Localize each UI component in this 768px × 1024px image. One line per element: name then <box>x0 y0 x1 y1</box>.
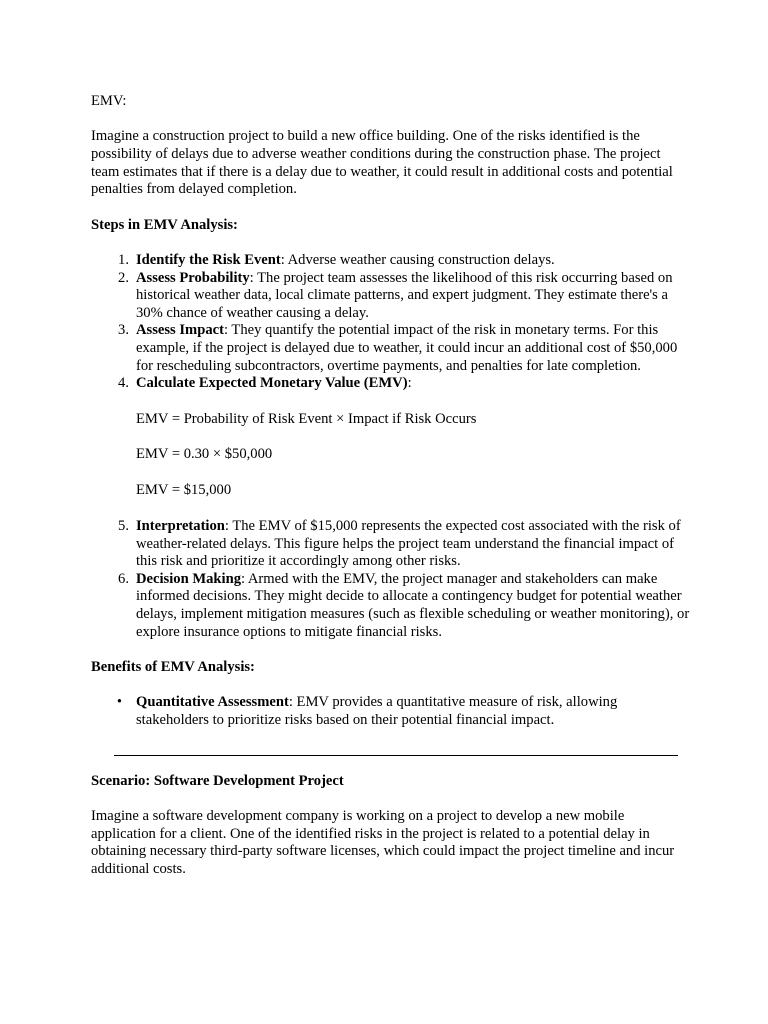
list-number: 3. <box>118 322 129 339</box>
benefits-list <box>91 694 691 729</box>
list-number: 4. <box>118 375 129 392</box>
step-term: Assess Impact <box>136 322 224 339</box>
step-text: : They quantify the potential impact of the risk in monetary terms. For this example, if the project is delayed due to weather, it could incur an additional cost of $50,000 for rescheduling subcontractors, overtime payments, and penalties for late completion. <box>136 322 678 374</box>
list-item <box>91 571 691 641</box>
emv-heading: EMV: <box>91 93 127 109</box>
list-item <box>91 375 691 518</box>
list-number: 2. <box>118 269 129 286</box>
step-text: : The EMV of $15,000 represents the expected cost associated with the risk of weather-related delays. This figure helps the project team understand the financial impact of this risk and prioritize it accordingly among other risks. <box>136 518 681 570</box>
step-term: Identify the Risk Event <box>136 251 281 268</box>
step-text: : The project team assesses the likelihood of this risk occurring based on historical weather data, local climate patterns, and expert judgment. They estimate there's a 30% chance of weather causing a delay. <box>136 269 673 321</box>
list-number: 1. <box>118 251 129 268</box>
emv-formula-result: EMV = $15,000 <box>136 482 232 499</box>
benefit-term: Quantitative Assessment <box>136 694 289 711</box>
list-item <box>91 252 691 270</box>
benefits-section-title: Benefits of EMV Analysis: <box>91 659 255 676</box>
bullet-icon: • <box>116 694 122 711</box>
list-item <box>91 694 691 729</box>
step-text: : <box>407 375 412 392</box>
document-body <box>91 93 691 878</box>
step-text: : Adverse weather causing construction delays. <box>280 251 555 268</box>
step-term: Interpretation <box>136 518 225 535</box>
benefit-text: : EMV provides a quantitative measure of risk, allowing stakeholders to prioritize risks based on their potential financial impact. <box>136 694 618 728</box>
emv-formula-values: EMV = 0.30 × $50,000 <box>136 446 273 463</box>
list-number: 6. <box>118 570 129 587</box>
step-term: Decision Making <box>136 570 241 587</box>
scenario-section-title: Scenario: Software Development Project <box>91 772 344 789</box>
steps-list <box>91 252 691 641</box>
emv-formula-general: EMV = Probability of Risk Event × Impact if Risk Occurs <box>136 410 477 427</box>
list-item <box>91 322 691 375</box>
steps-section-title: Steps in EMV Analysis: <box>91 216 238 233</box>
scenario-paragraph: Imagine a software development company is working on a project to develop a new mobile application for a client. One of the identified risks in the project is related to a potential delay in obtaining necessary third-party software licenses, which could impact the project timeline and incur additional costs. <box>91 807 675 877</box>
list-number: 5. <box>118 518 129 535</box>
step-term: Assess Probability <box>136 269 250 286</box>
list-item <box>91 518 691 571</box>
horizontal-divider <box>114 755 678 756</box>
list-item <box>91 270 691 323</box>
intro-paragraph: Imagine a construction project to build a new office building. One of the risks identified is the possibility of delays due to adverse weather conditions during the construction phase. The project team estimates that if there is a delay due to weather, it could result in additional costs and potential penalties from delayed completion. <box>91 128 673 198</box>
step-term: Calculate Expected Monetary Value (EMV) <box>136 375 408 392</box>
step-text: : Armed with the EMV, the project manager and stakeholders can make informed decisions. They might decide to allocate a contingency budget for potential weather delays, implement mitigation measures (such as flexible scheduling or weather monitoring), or explore insurance options to mitigate financial risks. <box>136 570 690 640</box>
